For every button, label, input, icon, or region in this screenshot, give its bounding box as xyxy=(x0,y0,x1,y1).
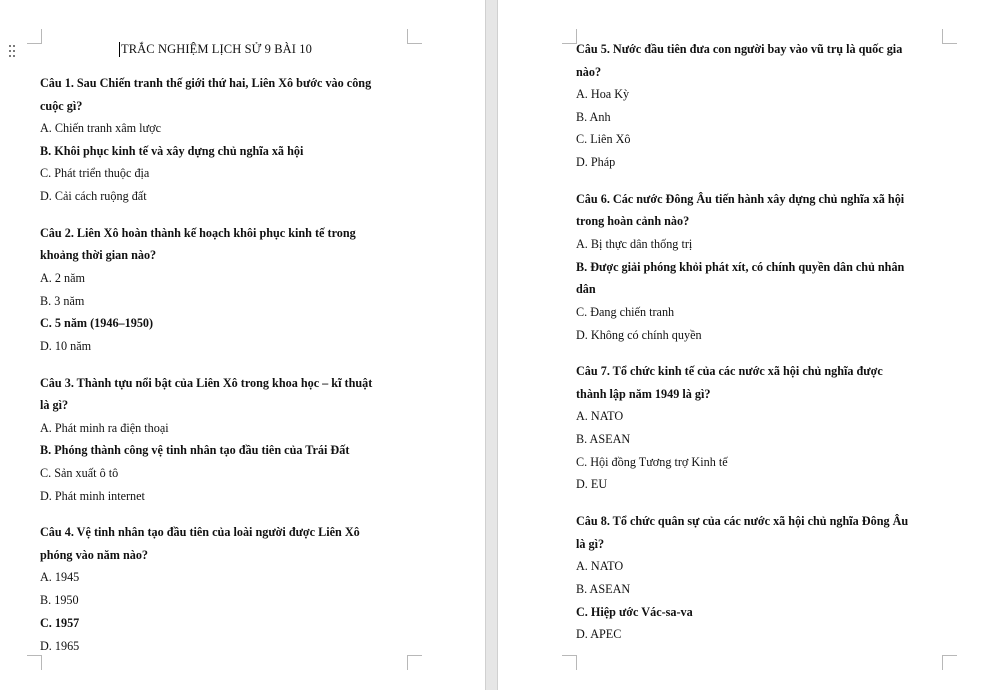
answer-option-correct: C. 5 năm (1946–1950) xyxy=(40,316,154,331)
answer-option-correct: C. 1957 xyxy=(40,615,80,630)
answer-option: A. Chiến tranh xâm lược xyxy=(40,121,162,135)
answer-option: B. 1950 xyxy=(40,593,79,608)
answer-option: C. Phát triển thuộc địa xyxy=(40,166,150,181)
answer-option: C. Đang chiến tranh xyxy=(576,304,675,319)
answer-option: A. 1945 xyxy=(40,570,80,585)
answer-option: B. ASEAN xyxy=(576,581,631,596)
question-text: Câu 7. Tổ chức kinh tế của các nước xã hội chủ nghĩa được xyxy=(576,364,883,379)
document-page-right xyxy=(498,0,986,690)
question-text: Câu 2. Liên Xô hoàn thành kế hoạch khôi phục kinh tế trong xyxy=(40,225,356,240)
question-text: nào? xyxy=(576,64,602,79)
document-page-left xyxy=(0,0,485,690)
question-text: là gì? xyxy=(576,536,605,551)
question-text: cuộc gì? xyxy=(40,98,83,113)
question-text: Câu 1. Sau Chiến tranh thế giới thứ hai, Liên Xô bước vào công xyxy=(40,76,372,90)
answer-option: D. 10 năm xyxy=(40,338,92,353)
question-text: phóng vào năm nào? xyxy=(40,547,149,562)
answer-option: A. Bị thực dân thống trị xyxy=(576,236,693,251)
question-text: Câu 4. Vệ tinh nhân tạo đầu tiên của loài người được Liên Xô xyxy=(40,525,360,540)
drag-handle-icon[interactable] xyxy=(9,45,17,59)
question-text: Câu 6. Các nước Đông Âu tiến hành xây dựng chủ nghĩa xã hội xyxy=(576,191,905,206)
question-text: trong hoàn cảnh nào? xyxy=(576,214,690,229)
answer-option: A. Hoa Kỳ xyxy=(576,87,630,101)
answer-option: D. APEC xyxy=(576,627,622,642)
page-corner-mark xyxy=(407,655,422,670)
question-text: Câu 3. Thành tựu nổi bật của Liên Xô trong khoa học – kĩ thuật xyxy=(40,375,373,390)
answer-option-correct: B. Phóng thành công vệ tinh nhân tạo đầu tiên của Trái Đất xyxy=(40,443,350,458)
document-title: TRẮC NGHIỆM LỊCH SỬ 9 BÀI 10 xyxy=(121,42,312,56)
page-corner-mark xyxy=(27,655,42,670)
answer-option: B. Anh xyxy=(576,109,611,124)
answer-option: D. Pháp xyxy=(576,155,616,170)
answer-option: D. 1965 xyxy=(40,638,80,653)
page-corner-mark xyxy=(942,655,957,670)
question-text: Câu 5. Nước đầu tiên đưa con người bay vào vũ trụ là quốc gia xyxy=(576,42,903,56)
answer-option: A. Phát minh ra điện thoại xyxy=(40,420,169,435)
answer-option: D. EU xyxy=(576,477,608,492)
answer-option: A. NATO xyxy=(576,559,624,574)
question-text: khoảng thời gian nào? xyxy=(40,248,157,263)
page-corner-mark xyxy=(407,29,422,44)
answer-option: B. 3 năm xyxy=(40,293,85,308)
answer-option: A. NATO xyxy=(576,409,624,424)
answer-option-correct: dân xyxy=(576,282,596,297)
text-cursor xyxy=(119,42,120,57)
answer-option: B. ASEAN xyxy=(576,432,631,446)
answer-option: C. Hội đồng Tương trợ Kinh tế xyxy=(576,454,728,469)
answer-option: C. Sản xuất ô tô xyxy=(40,466,119,480)
page-separator xyxy=(485,0,498,690)
page-corner-mark xyxy=(942,29,957,44)
page-corner-mark xyxy=(562,655,577,670)
answer-option: A. 2 năm xyxy=(40,270,86,285)
page-corner-mark xyxy=(27,29,42,44)
answer-option: D. Không có chính quyền xyxy=(576,327,702,342)
answer-option: D. Phát minh internet xyxy=(40,488,145,503)
question-text: là gì? xyxy=(40,398,69,413)
answer-option: C. Liên Xô xyxy=(576,132,631,147)
answer-option-correct: B. Được giải phóng khỏi phát xít, có chính quyền dân chủ nhân xyxy=(576,259,905,274)
page-corner-mark xyxy=(562,29,577,44)
answer-option-correct: B. Khôi phục kinh tế và xây dựng chủ nghĩa xã hội xyxy=(40,143,304,158)
answer-option-correct: C. Hiệp ước Vác-sa-va xyxy=(576,604,693,619)
answer-option: D. Cải cách ruộng đất xyxy=(40,189,147,204)
question-text: Câu 8. Tổ chức quân sự của các nước xã hội chủ nghĩa Đông Âu xyxy=(576,514,909,529)
question-text: thành lập năm 1949 là gì? xyxy=(576,386,711,401)
